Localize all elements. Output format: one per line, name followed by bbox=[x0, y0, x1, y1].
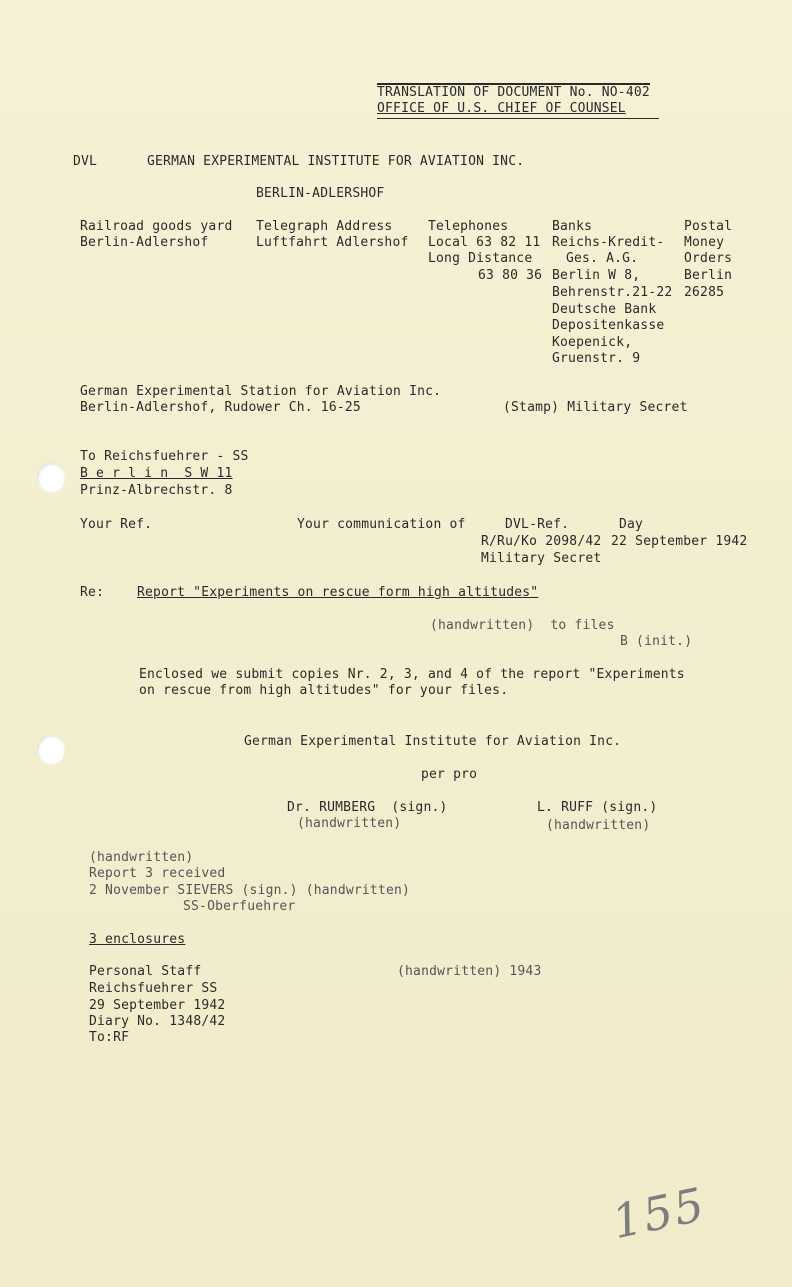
dvl-ref-label: DVL-Ref. bbox=[505, 517, 570, 532]
sender-name: German Experimental Station for Aviation Inc. bbox=[80, 384, 442, 399]
subject-initial: B (init.) bbox=[620, 634, 693, 649]
footer-line: Diary No. 1348/42 bbox=[89, 1014, 226, 1029]
header-rule bbox=[377, 118, 659, 119]
signature-rumberg-note: (handwritten) bbox=[297, 816, 402, 831]
per-pro: per pro bbox=[421, 767, 478, 782]
subject-label: Re: bbox=[80, 585, 105, 600]
note-line: Report 3 received bbox=[89, 866, 226, 881]
postal-line: 26285 bbox=[684, 285, 725, 300]
bank-line: Gruenstr. 9 bbox=[552, 351, 641, 366]
institute-location: BERLIN-ADLERSHOF bbox=[256, 186, 385, 201]
postal-line: Orders bbox=[684, 251, 733, 266]
telephones-label: Telephones bbox=[428, 219, 509, 234]
institute-name: GERMAN EXPERIMENTAL INSTITUTE FOR AVIATION INC. bbox=[147, 154, 525, 169]
counsel-office: OFFICE OF U.S. CHIEF OF COUNSEL bbox=[377, 101, 626, 116]
dvl-abbreviation: DVL bbox=[73, 154, 98, 169]
body-line: on rescue from high altitudes" for your files. bbox=[139, 683, 509, 698]
your-communication-label: Your communication of bbox=[297, 517, 466, 532]
telegraph-value: Luftfahrt Adlershof bbox=[256, 235, 409, 250]
note-line: (handwritten) bbox=[89, 850, 194, 865]
postal-label: Postal bbox=[684, 219, 733, 234]
note-line: 2 November SIEVERS (sign.) (handwritten) bbox=[89, 883, 411, 898]
signature-ruff: L. RUFF (sign.) bbox=[537, 800, 658, 815]
your-ref-label: Your Ref. bbox=[80, 517, 153, 532]
translation-title: TRANSLATION OF DOCUMENT No. NO-402 bbox=[377, 85, 650, 100]
note-line: SS-Oberfuehrer bbox=[183, 899, 296, 914]
letter-date: 22 September 1942 bbox=[611, 534, 748, 549]
railroad-label: Railroad goods yard bbox=[80, 219, 233, 234]
bank-line: Koepenick, bbox=[552, 335, 633, 350]
bank-line: Reichs-Kredit- bbox=[552, 235, 665, 250]
day-label: Day bbox=[619, 517, 644, 532]
recipient-line: To Reichsfuehrer - SS bbox=[80, 449, 249, 464]
footer-line: 29 September 1942 bbox=[89, 998, 226, 1013]
railroad-value: Berlin-Adlershof bbox=[80, 235, 209, 250]
telephone-local: Local 63 82 11 bbox=[428, 235, 541, 250]
recipient-city: B e r l i n S W 11 bbox=[80, 466, 233, 481]
telephone-long-distance-label: Long Distance bbox=[428, 251, 533, 266]
punch-hole-bottom bbox=[37, 735, 65, 765]
banks-label: Banks bbox=[552, 219, 593, 234]
subject-text: Report "Experiments on rescue form high altitudes" bbox=[137, 585, 539, 600]
body-line: Enclosed we submit copies Nr. 2, 3, and 4 of the report "Experiments bbox=[139, 667, 685, 682]
footer-line: Personal Staff bbox=[89, 964, 202, 979]
bank-line: Ges. A.G. bbox=[566, 251, 639, 266]
punch-hole-top bbox=[37, 463, 65, 493]
enclosures: 3 enclosures bbox=[89, 932, 186, 947]
bank-line: Depositenkasse bbox=[552, 318, 665, 333]
telegraph-label: Telegraph Address bbox=[256, 219, 393, 234]
footer-handwritten-year: (handwritten) 1943 bbox=[397, 964, 542, 979]
sender-address: Berlin-Adlershof, Rudower Ch. 16-25 bbox=[80, 400, 361, 415]
signature-organization: German Experimental Institute for Aviation Inc. bbox=[244, 734, 622, 749]
military-secret-stamp: (Stamp) Military Secret bbox=[503, 400, 688, 415]
signature-rumberg: Dr. RUMBERG (sign.) bbox=[287, 800, 448, 815]
bank-line: Deutsche Bank bbox=[552, 302, 657, 317]
classification: Military Secret bbox=[481, 551, 602, 566]
postal-line: Money bbox=[684, 235, 725, 250]
reference-number: R/Ru/Ko 2098/42 bbox=[481, 534, 602, 549]
postal-line: Berlin bbox=[684, 268, 733, 283]
bank-line: Behrenstr.21-22 bbox=[552, 285, 673, 300]
recipient-street: Prinz-Albrechstr. 8 bbox=[80, 483, 233, 498]
folio-number: 155 bbox=[607, 1176, 711, 1250]
telephone-long-distance: 63 80 36 bbox=[478, 268, 543, 283]
footer-line: Reichsfuehrer SS bbox=[89, 981, 218, 996]
bank-line: Berlin W 8, bbox=[552, 268, 641, 283]
subject-handwritten-note: (handwritten) to files bbox=[430, 618, 615, 633]
footer-line: To:RF bbox=[89, 1030, 130, 1045]
signature-ruff-note: (handwritten) bbox=[546, 818, 651, 833]
